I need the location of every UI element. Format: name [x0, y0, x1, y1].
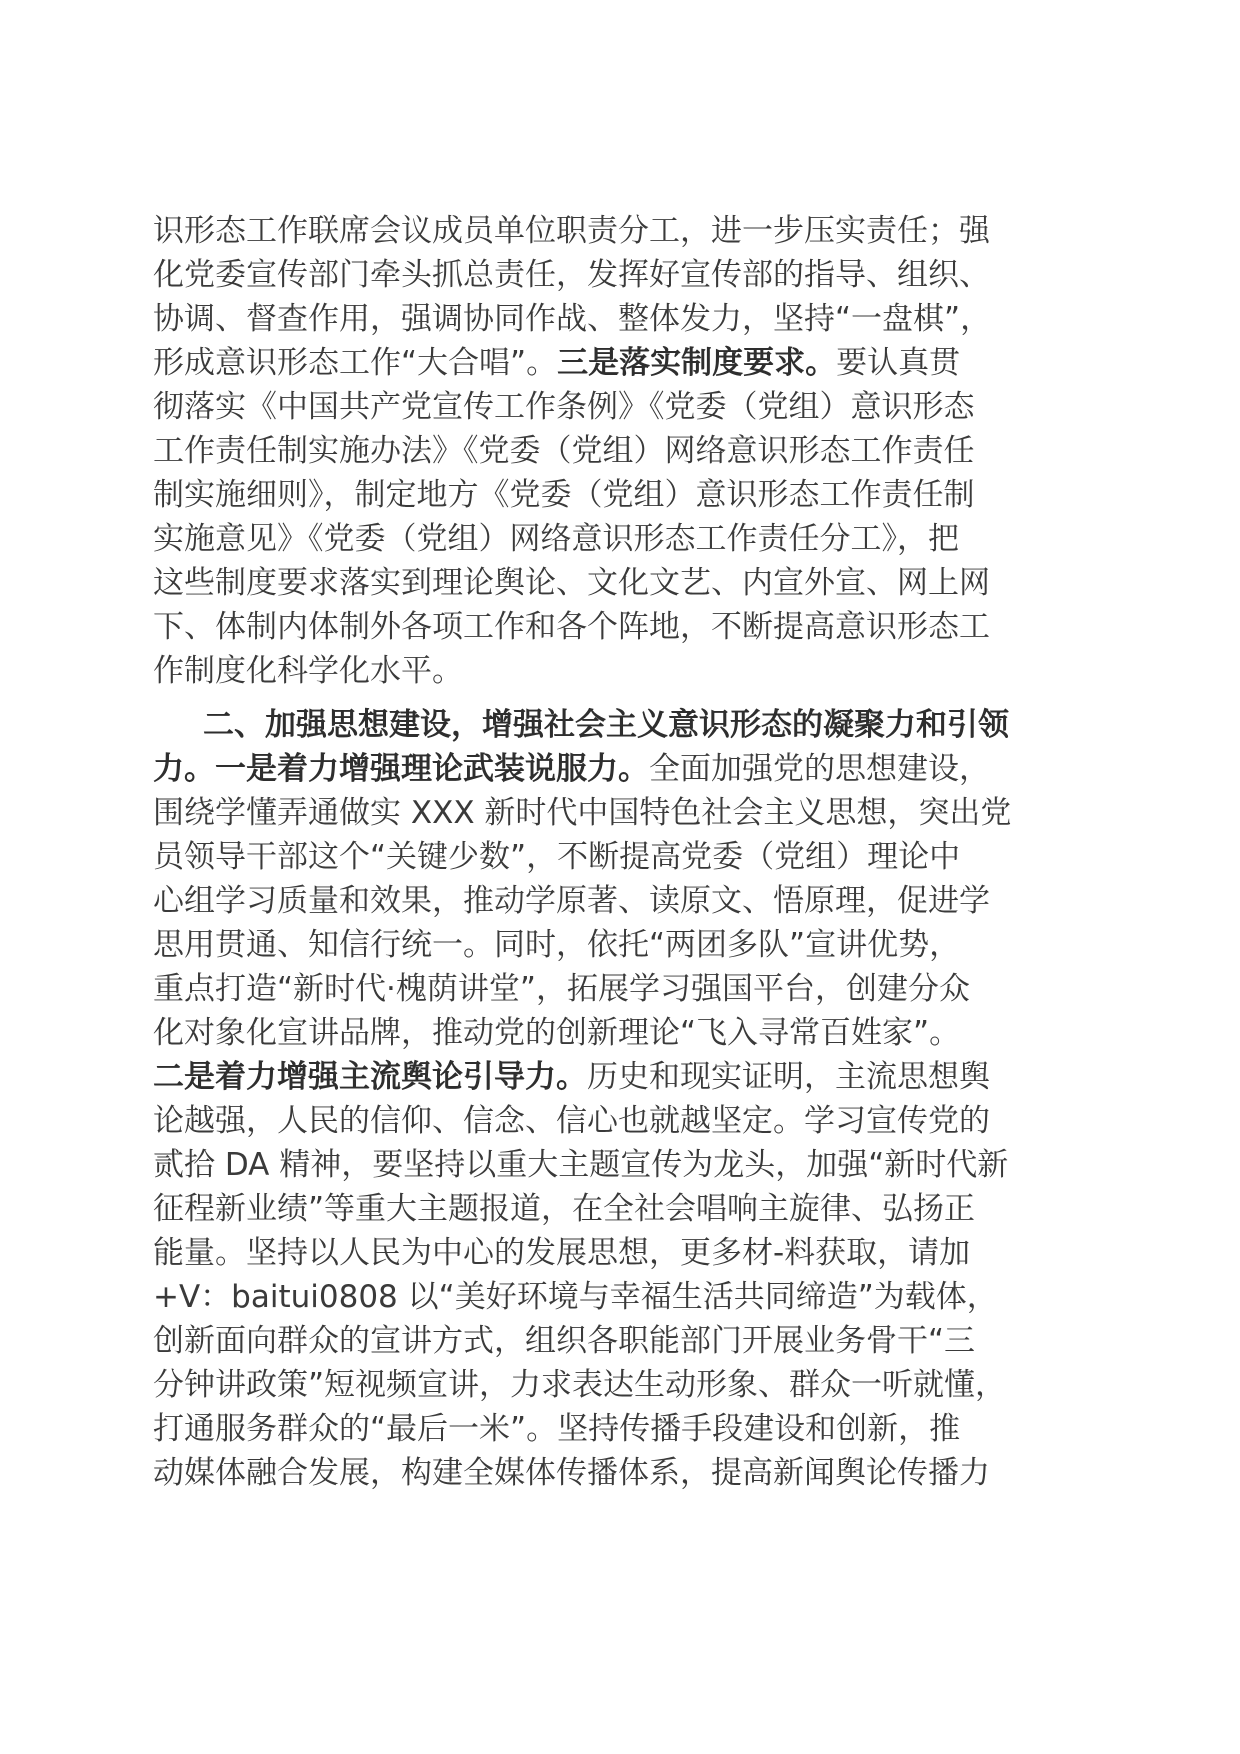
text-segment: 工作责任制实施办法》《党委（党组）网络意识形态工作责任: [153, 433, 975, 469]
text-segment: 分钟讲政策”短视频宣讲，力求表达生动形象、群众一听就懂，: [153, 1367, 1007, 1403]
text-line: [153, 923, 1099, 967]
text-segment: 识形态工作联席会议成员单位职责分工，进一步压实责任；强: [153, 213, 990, 249]
text-segment: 全面加强党的思想建设，: [649, 751, 990, 787]
text-line: [153, 1011, 1099, 1055]
text-segment: 围绕学懂弄通做实 XXX 新时代中国特色社会主义思想，突出党: [153, 795, 1012, 831]
text-line: [153, 967, 1099, 1011]
text-segment: 制实施细则》，制定地方《党委（党组）意识形态工作责任制: [153, 477, 975, 513]
text-line: [153, 473, 1099, 517]
text-segment: 重点打造“新时代·槐荫讲堂”，拓展学习强国平台，创建分众: [153, 971, 970, 1007]
document-body: [153, 209, 1099, 1495]
text-line: [153, 1275, 1099, 1319]
text-segment: 化党委宣传部门牵头抓总责任，发挥好宣传部的指导、组织、: [153, 257, 990, 293]
text-segment: 形成意识形态工作“大合唱”。: [153, 345, 558, 381]
paragraph-1: [153, 209, 1099, 693]
text-segment: 历史和现实证明，主流思想舆: [587, 1059, 990, 1095]
text-segment: 打通服务群众的“最后一米”。坚持传播手段建设和创新，推: [153, 1411, 961, 1447]
bold-text-segment: 力。一是着力增强理论武装说服力。: [153, 751, 649, 787]
text-line: [153, 341, 1099, 385]
text-segment: 能量。坚持以人民为中心的发展思想，更多材-料获取，请加: [153, 1235, 971, 1271]
text-segment: 这些制度要求落实到理论舆论、文化文艺、内宣外宣、网上网: [153, 565, 990, 601]
paragraph-gap: [153, 693, 1099, 703]
text-line: [153, 561, 1099, 605]
bold-text-segment: 二是着力增强主流舆论引导力。: [153, 1059, 587, 1095]
text-line: [153, 1055, 1099, 1099]
text-line: [153, 1407, 1099, 1451]
text-segment: 思用贯通、知信行统一。同时，依托“两团多队”宣讲优势，: [153, 927, 961, 963]
paragraph-2: [153, 703, 1099, 1495]
text-line: [153, 1363, 1099, 1407]
text-segment: 心组学习质量和效果，推动学原著、读原文、悟原理，促进学: [153, 883, 990, 919]
text-line: [153, 253, 1099, 297]
text-line: [153, 747, 1099, 791]
text-line: [153, 517, 1099, 561]
text-line: [153, 791, 1099, 835]
text-segment: 下、体制内体制外各项工作和各个阵地，不断提高意识形态工: [153, 609, 990, 645]
text-line: [153, 429, 1099, 473]
text-line: [153, 1319, 1099, 1363]
text-line: [153, 879, 1099, 923]
bold-text-segment: 二、加强思想建设，增强社会主义意识形态的凝聚力和引领: [203, 707, 1009, 743]
text-line: [153, 703, 1099, 747]
text-line: [153, 649, 1099, 693]
text-line: [153, 1231, 1099, 1275]
text-line: [153, 1143, 1099, 1187]
text-line: [153, 835, 1099, 879]
text-line: [153, 385, 1099, 429]
text-segment: 征程新业绩”等重大主题报道，在全社会唱响主旋律、弘扬正: [153, 1191, 976, 1227]
text-line: [153, 605, 1099, 649]
text-line: [153, 209, 1099, 253]
text-segment: 论越强，人民的信仰、信念、信心也就越坚定。学习宣传党的: [153, 1103, 990, 1139]
text-line: [153, 1187, 1099, 1231]
bold-text-segment: 三是落实制度要求。: [557, 345, 837, 381]
text-segment: +V：baitui0808 以“美好环境与幸福生活共同缔造”为载体，: [153, 1279, 998, 1315]
text-segment: 实施意见》《党委（党组）网络意识形态工作责任分工》，把: [153, 521, 959, 557]
text-segment: 贰拾 DA 精神，要坚持以重大主题宣传为龙头，加强“新时代新: [153, 1147, 1009, 1183]
text-line: [153, 1099, 1099, 1143]
text-segment: 协调、督查作用，强调协同作战、整体发力，坚持“一盘棋”，: [153, 301, 992, 337]
text-segment: 化对象化宣讲品牌，推动党的创新理论“飞入寻常百姓家”。: [153, 1015, 961, 1051]
text-segment: 作制度化科学化水平。: [153, 653, 463, 689]
text-segment: 员领导干部这个“关键少数”，不断提高党委（党组）理论中: [153, 839, 961, 875]
text-line: [153, 1451, 1099, 1495]
text-segment: 彻落实《中国共产党宣传工作条例》《党委（党组）意识形态: [153, 389, 975, 425]
text-segment: 要认真贯: [836, 345, 961, 381]
text-segment: 动媒体融合发展，构建全媒体传播体系，提高新闻舆论传播力: [153, 1455, 990, 1491]
text-segment: 创新面向群众的宣讲方式，组织各职能部门开展业务骨干“三: [153, 1323, 976, 1359]
text-line: [153, 297, 1099, 341]
